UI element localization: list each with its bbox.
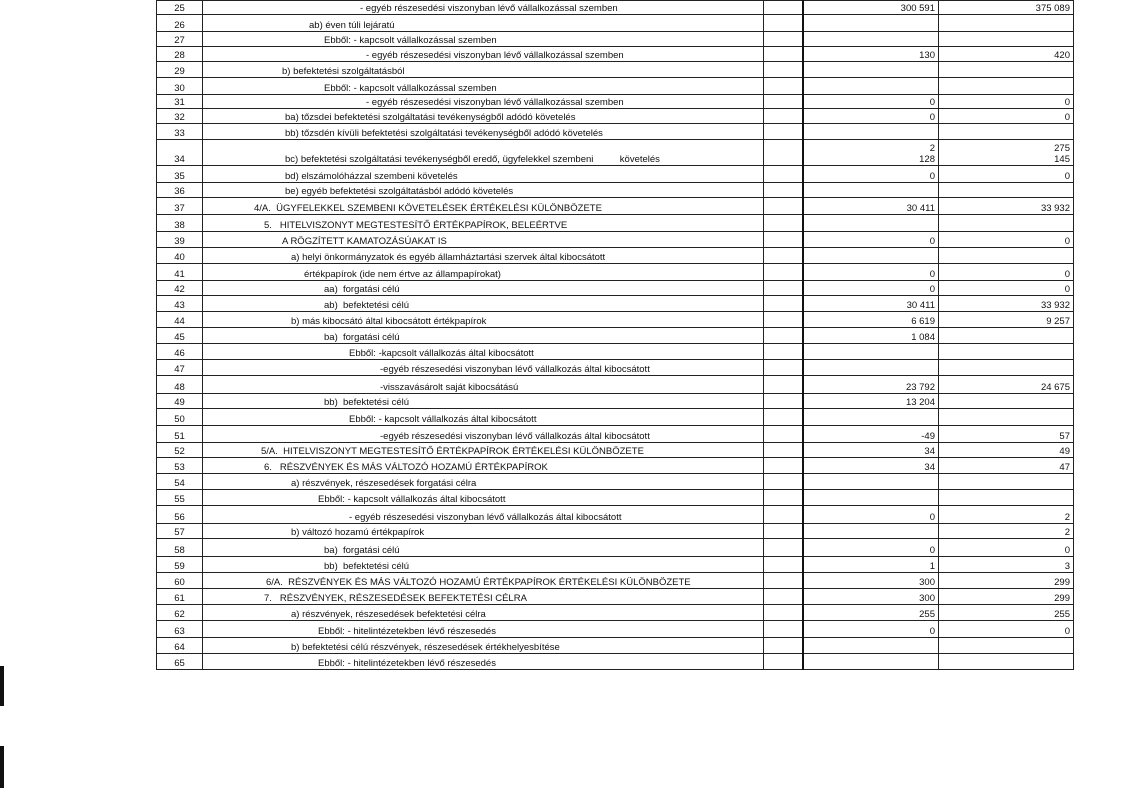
row-spacer-cell: [764, 1, 804, 15]
value-previous-year: 0: [803, 621, 939, 638]
row-spacer-cell: [764, 458, 804, 474]
row-number: 27: [157, 32, 203, 47]
value-previous-year: [803, 215, 939, 232]
row-description-cell: [203, 32, 764, 47]
row-description-cell: [203, 124, 764, 140]
table-row: [157, 474, 1074, 490]
value-current-year: 255: [939, 605, 1074, 621]
value-current-year: 33 932: [939, 296, 1074, 312]
row-description: bb) tőzsdén kívüli befektetési szolgáltatási tevékenységből adódó követelés: [285, 128, 603, 139]
value-current-year: 2: [939, 524, 1074, 539]
row-description: bb) befektetési célú: [324, 561, 410, 572]
value-previous-year: 23 792: [803, 376, 939, 394]
row-number: 29: [157, 62, 203, 78]
table-row: [157, 281, 1074, 296]
row-spacer-cell: [764, 312, 804, 328]
value-previous-year: 300: [803, 573, 939, 589]
row-description-cell: [203, 376, 764, 394]
value-previous-year: 30 411: [803, 198, 939, 215]
value-previous-year: [803, 524, 939, 539]
row-description: ab) éven túli lejáratú: [309, 20, 395, 31]
row-description: be) egyéb befektetési szolgáltatásból adódó követelés: [285, 186, 514, 197]
row-description-cell: [203, 506, 764, 524]
row-spacer-cell: [764, 409, 804, 426]
row-spacer-cell: [764, 589, 804, 605]
table-row: [157, 166, 1074, 183]
row-description: b) befektetési célú részvények, részesedések értékhelyesbítése: [291, 642, 560, 653]
value-current-year: 0: [939, 232, 1074, 248]
table-row: [157, 62, 1074, 78]
value-current-year: [939, 78, 1074, 95]
row-number: 43: [157, 296, 203, 312]
row-spacer-cell: [764, 78, 804, 95]
value-previous-year: 6 619: [803, 312, 939, 328]
table-row: [157, 215, 1074, 232]
row-number: 42: [157, 281, 203, 296]
value-current-year: [939, 328, 1074, 344]
table-row: [157, 376, 1074, 394]
value-current-year: 47: [939, 458, 1074, 474]
value-previous-year: 0: [803, 281, 939, 296]
row-spacer-cell: [764, 621, 804, 638]
row-description-cell: [203, 344, 764, 360]
table-row: [157, 490, 1074, 506]
value-previous-year: [803, 490, 939, 506]
row-number: 39: [157, 232, 203, 248]
value-current-year: 375 089: [939, 1, 1074, 15]
row-description-cell: [203, 490, 764, 506]
value-current-year: [939, 638, 1074, 654]
row-number: 59: [157, 557, 203, 573]
value-previous-year: 2 128: [803, 140, 939, 166]
row-number: 47: [157, 360, 203, 376]
row-spacer-cell: [764, 215, 804, 232]
value-current-year: 2: [939, 506, 1074, 524]
value-current-year: 3: [939, 557, 1074, 573]
table-row: [157, 394, 1074, 409]
row-description-cell: [203, 140, 764, 166]
table-body: [157, 1, 1074, 670]
row-description: Ebből: - hitelintézetekben lévő részesedés: [318, 626, 496, 637]
value-previous-year: [803, 344, 939, 360]
row-description: Ebből: - kapcsolt vállalkozás által kibocsátott: [349, 414, 537, 425]
row-description-cell: [203, 638, 764, 654]
value-previous-year: 1 084: [803, 328, 939, 344]
row-number: 46: [157, 344, 203, 360]
value-previous-year: 130: [803, 47, 939, 62]
row-number: 60: [157, 573, 203, 589]
value-current-year: 49: [939, 443, 1074, 458]
value-previous-year: [803, 124, 939, 140]
row-spacer-cell: [764, 573, 804, 589]
row-description-cell: [203, 248, 764, 264]
value-previous-year: [803, 62, 939, 78]
row-description-cell: [203, 394, 764, 409]
value-previous-year: [803, 183, 939, 198]
table-row: [157, 539, 1074, 557]
table-row: [157, 328, 1074, 344]
row-spacer-cell: [764, 506, 804, 524]
row-spacer-cell: [764, 140, 804, 166]
value-previous-year: 0: [803, 264, 939, 281]
table-row: [157, 638, 1074, 654]
value-previous-year: 34: [803, 443, 939, 458]
row-number: 30: [157, 78, 203, 95]
row-description: 5. HITELVISZONYT MEGTESTESÍTŐ ÉRTÉKPAPÍROK, BELEÉRTVE: [264, 220, 568, 231]
row-description-cell: [203, 312, 764, 328]
row-spacer-cell: [764, 95, 804, 109]
row-description: 6. RÉSZVÉNYEK ÉS MÁS VÁLTOZÓ HOZAMÚ ÉRTÉKPAPÍROK: [264, 462, 548, 473]
row-description-cell: [203, 621, 764, 638]
value-current-year: [939, 409, 1074, 426]
value-previous-year: 1: [803, 557, 939, 573]
row-number: 62: [157, 605, 203, 621]
row-spacer-cell: [764, 328, 804, 344]
value-current-year: 0: [939, 109, 1074, 124]
row-description: Ebből: - kapcsolt vállalkozással szemben: [324, 83, 497, 94]
row-number: 58: [157, 539, 203, 557]
row-spacer-cell: [764, 62, 804, 78]
row-spacer-cell: [764, 124, 804, 140]
row-description-cell: [203, 62, 764, 78]
row-description: ab) befektetési célú: [324, 300, 410, 311]
value-previous-year: [803, 654, 939, 670]
row-number: 31: [157, 95, 203, 109]
table-row: [157, 458, 1074, 474]
row-number: 64: [157, 638, 203, 654]
row-number: 63: [157, 621, 203, 638]
row-number: 35: [157, 166, 203, 183]
row-description-cell: [203, 328, 764, 344]
row-spacer-cell: [764, 232, 804, 248]
table-row: [157, 140, 1074, 166]
table-row: [157, 557, 1074, 573]
row-description-cell: [203, 589, 764, 605]
row-number: 41: [157, 264, 203, 281]
row-description: b) befektetési szolgáltatásból: [282, 66, 405, 77]
row-description-cell: [203, 524, 764, 539]
row-spacer-cell: [764, 47, 804, 62]
row-description: a) helyi önkormányzatok és egyéb államháztartási szervek által kibocsátott: [291, 252, 606, 263]
value-previous-year: [803, 15, 939, 32]
row-spacer-cell: [764, 248, 804, 264]
table-row: [157, 605, 1074, 621]
row-description-cell: [203, 573, 764, 589]
row-description: 6/A. RÉSZVÉNYEK ÉS MÁS VÁLTOZÓ HOZAMÚ ÉRTÉKPAPÍROK ÉRTÉKELÉSI KÜLÖNBÖZETE: [266, 577, 691, 588]
row-number: 48: [157, 376, 203, 394]
row-spacer-cell: [764, 474, 804, 490]
value-previous-year: [803, 78, 939, 95]
row-description: aa) forgatási célú: [324, 284, 400, 295]
row-description: értékpapírok (ide nem értve az állampapírokat): [304, 269, 501, 280]
row-description-cell: [203, 198, 764, 215]
value-previous-year: [803, 248, 939, 264]
row-number: 25: [157, 1, 203, 15]
row-description-cell: [203, 296, 764, 312]
table-row: [157, 198, 1074, 215]
value-current-year: [939, 490, 1074, 506]
value-previous-year: 0: [803, 506, 939, 524]
value-previous-year: 300 591: [803, 1, 939, 15]
value-current-year: 33 932: [939, 198, 1074, 215]
value-previous-year: [803, 32, 939, 47]
row-description-cell: [203, 215, 764, 232]
table-row: [157, 248, 1074, 264]
value-current-year: 420: [939, 47, 1074, 62]
row-number: 36: [157, 183, 203, 198]
row-description: a) részvények, részesedések befektetési célra: [291, 609, 486, 620]
row-spacer-cell: [764, 344, 804, 360]
value-current-year: 0: [939, 264, 1074, 281]
row-description-cell: [203, 443, 764, 458]
row-description: ba) forgatási célú: [324, 545, 400, 556]
row-number: 52: [157, 443, 203, 458]
value-previous-year: 0: [803, 232, 939, 248]
value-current-year: 0: [939, 281, 1074, 296]
row-description-cell: [203, 426, 764, 443]
value-current-year: [939, 394, 1074, 409]
value-current-year: 299: [939, 589, 1074, 605]
value-current-year: [939, 360, 1074, 376]
scan-margin-mark-bottom: [0, 746, 4, 788]
value-current-year: [939, 654, 1074, 670]
table-row: [157, 32, 1074, 47]
table-row: [157, 344, 1074, 360]
value-previous-year: 300: [803, 589, 939, 605]
value-previous-year: [803, 409, 939, 426]
row-spacer-cell: [764, 376, 804, 394]
row-number: 44: [157, 312, 203, 328]
row-description-cell: [203, 95, 764, 109]
table-row: [157, 232, 1074, 248]
row-number: 45: [157, 328, 203, 344]
row-description: Ebből: - kapcsolt vállalkozással szemben: [324, 35, 497, 46]
value-previous-year: 0: [803, 166, 939, 183]
row-description: - egyéb részesedési viszonyban lévő vállalkozás által kibocsátott: [349, 512, 622, 523]
table-row: [157, 573, 1074, 589]
value-current-year: 9 257: [939, 312, 1074, 328]
value-previous-year: [803, 474, 939, 490]
row-description: Ebből: - hitelintézetekben lévő részesedés: [318, 658, 496, 669]
value-current-year: [939, 62, 1074, 78]
value-current-year: 24 675: [939, 376, 1074, 394]
row-description: a) részvények, részesedések forgatási célra: [291, 478, 477, 489]
table-row: [157, 312, 1074, 328]
row-number: 38: [157, 215, 203, 232]
row-description-cell: [203, 166, 764, 183]
row-spacer-cell: [764, 281, 804, 296]
row-number: 53: [157, 458, 203, 474]
table-row: [157, 124, 1074, 140]
table-row: [157, 426, 1074, 443]
row-description: ba) forgatási célú: [324, 332, 400, 343]
value-current-year: 0: [939, 95, 1074, 109]
balance-sheet-table: [156, 0, 1074, 670]
table-row: [157, 15, 1074, 32]
value-previous-year: 30 411: [803, 296, 939, 312]
row-number: 28: [157, 47, 203, 62]
value-current-year: 0: [939, 166, 1074, 183]
row-description: Ebből: - kapcsolt vállalkozás által kibocsátott: [318, 494, 506, 505]
value-current-year: [939, 32, 1074, 47]
row-spacer-cell: [764, 394, 804, 409]
row-description-cell: [203, 78, 764, 95]
row-description: - egyéb részesedési viszonyban lévő vállalkozással szemben: [366, 97, 624, 108]
row-description-cell: [203, 1, 764, 15]
row-spacer-cell: [764, 296, 804, 312]
row-spacer-cell: [764, 443, 804, 458]
row-description-cell: [203, 654, 764, 670]
row-description-cell: [203, 47, 764, 62]
table-row: [157, 443, 1074, 458]
row-number: 32: [157, 109, 203, 124]
table-row: [157, 589, 1074, 605]
row-description: - egyéb részesedési viszonyban lévő vállalkozással szemben: [366, 50, 624, 61]
row-description-cell: [203, 409, 764, 426]
balance-sheet-table-scan: [156, 0, 1070, 670]
row-number: 34: [157, 140, 203, 166]
row-description: 7. RÉSZVÉNYEK, RÉSZESEDÉSEK BEFEKTETÉSI CÉLRA: [264, 593, 527, 604]
row-description-cell: [203, 15, 764, 32]
row-number: 37: [157, 198, 203, 215]
row-spacer-cell: [764, 109, 804, 124]
table-row: [157, 296, 1074, 312]
table-row: [157, 78, 1074, 95]
row-number: 65: [157, 654, 203, 670]
row-description: -egyéb részesedési viszonyban lévő vállalkozás által kibocsátott: [380, 431, 650, 442]
row-number: 51: [157, 426, 203, 443]
table-row: [157, 1, 1074, 15]
value-current-year: 57: [939, 426, 1074, 443]
row-number: 56: [157, 506, 203, 524]
row-spacer-cell: [764, 557, 804, 573]
value-previous-year: [803, 638, 939, 654]
value-previous-year: [803, 360, 939, 376]
row-description-cell: [203, 264, 764, 281]
table-row: [157, 47, 1074, 62]
value-current-year: [939, 183, 1074, 198]
row-description-cell: [203, 458, 764, 474]
row-spacer-cell: [764, 183, 804, 198]
value-current-year: 0: [939, 539, 1074, 557]
table-row: [157, 524, 1074, 539]
row-description: 5/A. HITELVISZONYT MEGTESTESÍTŐ ÉRTÉKPAPÍROK ÉRTÉKELÉSI KÜLÖNBÖZETE: [261, 446, 644, 457]
row-number: 57: [157, 524, 203, 539]
table-row: [157, 109, 1074, 124]
row-description: A RÖGZÍTETT KAMATOZÁSÚAKAT IS: [282, 236, 447, 247]
value-previous-year: 0: [803, 539, 939, 557]
value-previous-year: 255: [803, 605, 939, 621]
row-description: bc) befektetési szolgáltatási tevékenységből eredő, ügyfelekkel szembeni követelés: [285, 154, 660, 165]
row-spacer-cell: [764, 360, 804, 376]
table-row: [157, 409, 1074, 426]
row-description-cell: [203, 281, 764, 296]
row-number: 55: [157, 490, 203, 506]
row-spacer-cell: [764, 654, 804, 670]
table-row: [157, 264, 1074, 281]
row-number: 54: [157, 474, 203, 490]
row-description-cell: [203, 605, 764, 621]
row-description-cell: [203, 109, 764, 124]
row-spacer-cell: [764, 264, 804, 281]
value-current-year: 299: [939, 573, 1074, 589]
row-spacer-cell: [764, 605, 804, 621]
row-description: b) változó hozamú értékpapírok: [291, 527, 425, 538]
row-number: 26: [157, 15, 203, 32]
table-row: [157, 95, 1074, 109]
row-description-cell: [203, 183, 764, 198]
scan-margin-mark-top: [0, 666, 4, 706]
value-previous-year: 0: [803, 109, 939, 124]
value-current-year: 275 145: [939, 140, 1074, 166]
value-current-year: [939, 15, 1074, 32]
value-previous-year: 34: [803, 458, 939, 474]
row-spacer-cell: [764, 490, 804, 506]
table-row: [157, 360, 1074, 376]
value-current-year: [939, 124, 1074, 140]
table-row: [157, 621, 1074, 638]
row-description: ba) tőzsdei befektetési szolgáltatási tevékenységből adódó követelés: [285, 112, 576, 123]
table-row: [157, 506, 1074, 524]
row-spacer-cell: [764, 198, 804, 215]
value-current-year: [939, 215, 1074, 232]
value-current-year: 0: [939, 621, 1074, 638]
row-spacer-cell: [764, 15, 804, 32]
row-description-cell: [203, 539, 764, 557]
row-description-cell: [203, 232, 764, 248]
row-spacer-cell: [764, 426, 804, 443]
row-description-cell: [203, 557, 764, 573]
row-description: 4/A. ÜGYFELEKKEL SZEMBENI KÖVETELÉSEK ÉRTÉKELÉSI KÜLÖNBÖZETE: [254, 203, 602, 214]
row-description: bd) elszámolóházzal szembeni követelés: [285, 171, 458, 182]
row-spacer-cell: [764, 166, 804, 183]
row-spacer-cell: [764, 539, 804, 557]
value-current-year: [939, 344, 1074, 360]
row-number: 40: [157, 248, 203, 264]
table-row: [157, 654, 1074, 670]
row-description-cell: [203, 360, 764, 376]
value-previous-year: 13 204: [803, 394, 939, 409]
row-number: 50: [157, 409, 203, 426]
row-description: - egyéb részesedési viszonyban lévő vállalkozással szemben: [360, 3, 618, 14]
row-spacer-cell: [764, 638, 804, 654]
row-description-cell: [203, 474, 764, 490]
row-description: b) más kibocsátó által kibocsátott értékpapírok: [291, 316, 487, 327]
row-description: Ebből: -kapcsolt vállalkozás által kibocsátott: [349, 348, 534, 359]
row-number: 61: [157, 589, 203, 605]
row-description: -visszavásárolt saját kibocsátású: [380, 382, 519, 393]
row-description: -egyéb részesedési viszonyban lévő vállalkozás által kibocsátott: [380, 364, 650, 375]
row-number: 33: [157, 124, 203, 140]
value-current-year: [939, 248, 1074, 264]
value-current-year: [939, 474, 1074, 490]
table-row: [157, 183, 1074, 198]
row-spacer-cell: [764, 32, 804, 47]
value-previous-year: 0: [803, 95, 939, 109]
value-previous-year: -49: [803, 426, 939, 443]
row-number: 49: [157, 394, 203, 409]
row-description: bb) befektetési célú: [324, 397, 410, 408]
row-spacer-cell: [764, 524, 804, 539]
